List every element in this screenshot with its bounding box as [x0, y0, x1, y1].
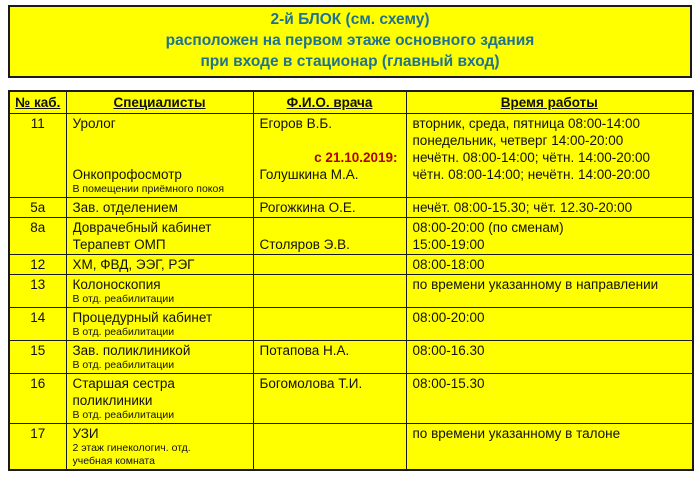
cabinet-number-cell	[9, 275, 66, 308]
cell-line: Доврачебный кабинет	[72, 220, 212, 235]
cell-line	[260, 132, 400, 149]
cell-line: 13	[30, 277, 46, 292]
doctor-name-cell	[253, 255, 406, 275]
cell-line: 2 этаж гинекологич. отд.	[72, 442, 191, 454]
table-row	[9, 424, 693, 471]
cell-line: понедельник, четверг 14:00-20:00	[412, 133, 624, 148]
specialists-cell	[66, 374, 253, 424]
cell-line: 17	[30, 426, 46, 441]
cabinet-number-cell	[9, 308, 66, 341]
specialists-cell	[66, 275, 253, 308]
cell-line: Онкопрофосмотр	[72, 167, 182, 182]
work-hours-cell	[406, 308, 693, 341]
cell-line: Рогожкина О.Е.	[259, 200, 356, 215]
cell-line: Зав. отделением	[72, 200, 178, 215]
column-header-cabinet: № каб.	[9, 91, 66, 114]
cell-line: 16	[30, 376, 46, 391]
cell-line: 08:00-15.30	[412, 376, 485, 391]
cell-line: поликлиники	[72, 393, 153, 408]
work-hours-cell	[406, 275, 693, 308]
cell-line: по времени указанному в направлении	[412, 277, 659, 292]
cell-line: 08:00-20:00 (по сменам)	[412, 220, 564, 235]
work-hours-cell	[406, 198, 693, 218]
specialists-cell	[66, 308, 253, 341]
table-row	[9, 198, 693, 218]
cell-line: Уролог	[72, 116, 116, 131]
work-hours-cell	[406, 255, 693, 275]
cell-line	[73, 132, 247, 149]
cell-line: В отд. реабилитации	[72, 359, 175, 371]
cell-line: чётн. 08:00-14:00; нечётн. 14:00-20:00	[412, 167, 651, 182]
cell-line: Потапова Н.А.	[259, 343, 350, 358]
cell-line: В помещении приёмного покоя	[72, 183, 225, 195]
doctor-name-cell	[253, 424, 406, 471]
cell-line: 8а	[30, 220, 46, 235]
cell-line: 08:00-18:00	[412, 257, 485, 272]
table-row	[9, 374, 693, 424]
cell-line: ХМ, ФВД, ЭЭГ, РЭГ	[72, 257, 195, 272]
cell-line: 15	[30, 343, 46, 358]
location-banner	[8, 5, 692, 78]
cell-line: В отд. реабилитации	[72, 409, 175, 421]
specialists-cell	[66, 424, 253, 471]
cabinet-number-cell	[9, 114, 66, 198]
header-row	[9, 91, 693, 114]
cabinet-number-cell	[9, 341, 66, 374]
specialists-cell	[66, 198, 253, 218]
specialists-cell	[66, 255, 253, 275]
doctor-name-cell	[253, 374, 406, 424]
specialists-cell	[66, 341, 253, 374]
work-hours-cell	[406, 218, 693, 255]
cell-line: 12	[30, 257, 46, 272]
cell-line: 11	[30, 116, 45, 131]
cell-line: В отд. реабилитации	[72, 293, 175, 305]
cell-line: нечётн. 08:00-14:00; чётн. 14:00-20:00	[412, 150, 651, 165]
cell-line: Голушкина М.А.	[259, 167, 359, 182]
table-row	[9, 308, 693, 341]
cabinet-number-cell	[9, 198, 66, 218]
work-hours-cell	[406, 374, 693, 424]
column-header-specialists: Специалисты	[66, 91, 253, 114]
cabinet-number-cell	[9, 374, 66, 424]
doctor-name-cell	[253, 341, 406, 374]
cell-line: Богомолова Т.И.	[259, 376, 363, 391]
cell-line: Колоноскопия	[72, 277, 161, 292]
doctor-name-cell	[253, 198, 406, 218]
cell-line: по времени указанному в талоне	[412, 426, 621, 441]
cell-line: УЗИ	[72, 426, 99, 441]
cell-line	[260, 219, 400, 236]
table-row	[9, 275, 693, 308]
specialists-cell	[66, 114, 253, 198]
cell-line: 14	[30, 310, 46, 325]
banner-line-3: при входе в стационар (главный вход)	[200, 53, 500, 70]
work-hours-cell	[406, 114, 693, 198]
cell-line: Столяров Э.В.	[259, 237, 350, 252]
cell-line: Терапевт ОМП	[72, 237, 166, 252]
cell-line: Егоров В.Б.	[259, 116, 332, 131]
cell-line: Старшая сестра	[72, 376, 175, 391]
cabinet-number-cell	[9, 218, 66, 255]
column-header-doctor-name: Ф.И.О. врача	[253, 91, 406, 114]
table-row	[9, 341, 693, 374]
cell-line: учебная комната	[72, 455, 155, 467]
cell-line: Зав. поликлиникой	[72, 343, 191, 358]
cell-line: 08:00-16.30	[412, 343, 485, 358]
column-header-work-hours: Время работы	[406, 91, 693, 114]
cell-line: вторник, среда, пятница 08:00-14:00	[412, 116, 641, 131]
cell-line: нечёт. 08:00-15.30; чёт. 12.30-20:00	[412, 200, 633, 215]
cell-line: Процедурный кабинет	[72, 310, 213, 325]
table-row	[9, 114, 693, 198]
cell-line: 15:00-19:00	[412, 237, 485, 252]
cell-line: 5а	[30, 200, 46, 215]
doctor-name-cell	[253, 275, 406, 308]
cell-line	[73, 149, 247, 166]
cabinet-number-cell	[9, 424, 66, 471]
banner-line-2: расположен на первом этаже основного здания	[165, 32, 535, 49]
cell-line: В отд. реабилитации	[72, 326, 175, 338]
table-row	[9, 255, 693, 275]
table-row	[9, 218, 693, 255]
schedule-table	[8, 90, 694, 471]
work-hours-cell	[406, 341, 693, 374]
date-note: с 21.10.2019:	[314, 150, 398, 165]
doctor-name-cell	[253, 114, 406, 198]
doctor-name-cell	[253, 218, 406, 255]
work-hours-cell	[406, 424, 693, 471]
doctor-name-cell	[253, 308, 406, 341]
specialists-cell	[66, 218, 253, 255]
cabinet-number-cell	[9, 255, 66, 275]
cell-line: 08:00-20:00	[412, 310, 485, 325]
banner-line-1: 2-й БЛОК (см. схему)	[270, 11, 430, 28]
table-body	[9, 114, 693, 471]
